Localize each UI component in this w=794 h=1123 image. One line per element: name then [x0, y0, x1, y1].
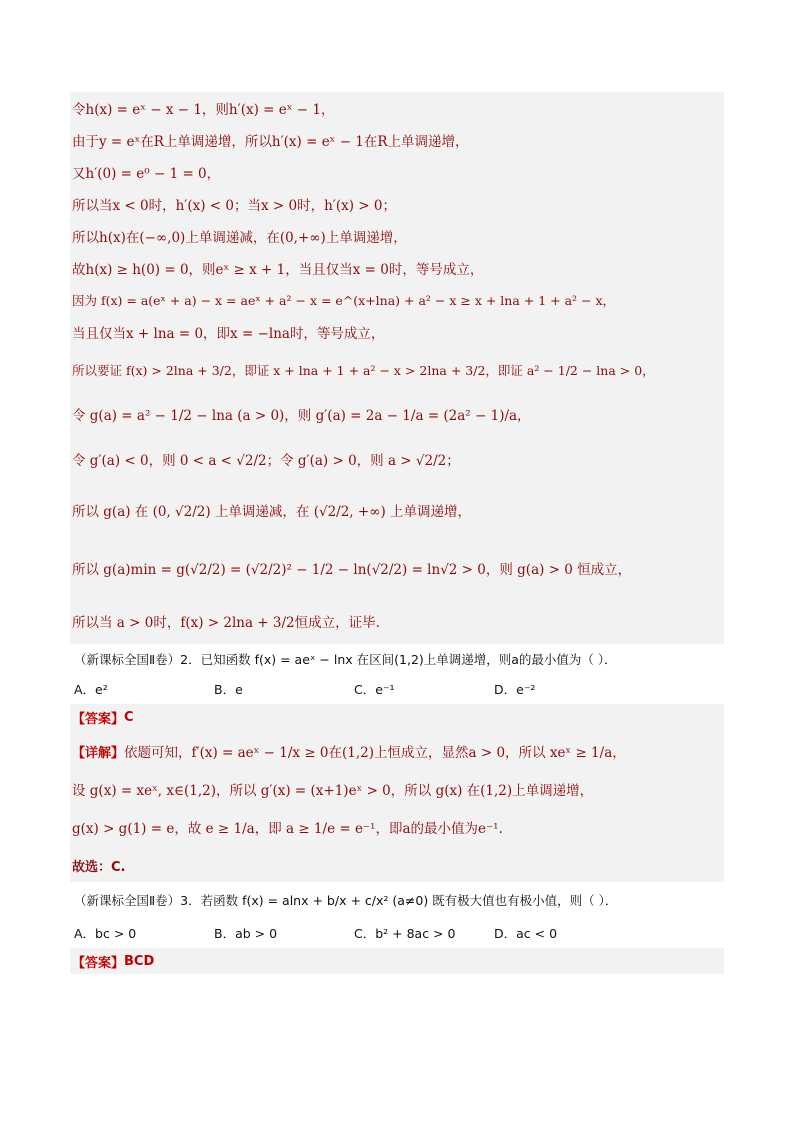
answer-value: C [124, 709, 134, 725]
option-b: B．e [214, 682, 243, 697]
solution-line: 所以h(x)在(−∞,0)上单调递减，在(0,+∞)上单调递增， [72, 230, 407, 246]
solution-line: 故h(x) ≥ h(0) = 0，则eˣ ≥ x + 1，当且仅当x = 0时，等号成立， [72, 262, 484, 278]
option-a: A．e² [74, 682, 108, 697]
detail-line: g(x) > g(1) = e，故 e ≥ 1/a，即 a ≥ 1/e = e⁻¹，即a的最小值为e⁻¹. [72, 821, 503, 837]
question-3-answer-block [70, 948, 724, 974]
option-c: C．e⁻¹ [354, 682, 395, 697]
conclusion-line: 故选：C. [72, 859, 126, 875]
answer-tag: 【答案】 [72, 955, 125, 971]
solution-line: 令 g′(a) < 0，则 0 < a < √2/2；令 g′(a) > 0，则 a > √2/2； [72, 453, 460, 469]
solution-line: 当且仅当x + lna = 0，即x = −lna时，等号成立， [72, 326, 385, 342]
solution-block [70, 92, 724, 644]
document-content [70, 92, 724, 974]
solution-line: 令h(x) = eˣ − x − 1，则h′(x) = eˣ − 1， [72, 102, 335, 118]
solution-line: 所以 g(a) 在 (0, √2/2) 上单调递减，在 (√2/2, +∞) 上单调递增， [72, 504, 472, 520]
answer-tag: 【答案】 [72, 711, 125, 727]
question-3-stem: （新课标全国Ⅱ卷）3．若函数 f(x) = alnx + b/x + c/x² (a≠0) 既有极大值也有极小值，则（ ）． [74, 893, 618, 908]
option-c: C．b² + 8ac > 0 [354, 926, 456, 941]
solution-line: 因为 f(x) = a(eˣ + a) − x = aeˣ + a² − x = e^(x+lna) + a² − x ≥ x + lna + 1 + a² − x， [72, 293, 616, 308]
answer-line [70, 704, 724, 730]
answer-value: BCD [124, 953, 155, 969]
solution-line: 由于y = eˣ在R上单调递增，所以h′(x) = eˣ − 1在R上单调递增， [72, 134, 469, 150]
question-2-answer-block [70, 704, 724, 882]
option-d: D．ac < 0 [494, 926, 558, 941]
solution-line: 所以当x < 0时，h′(x) < 0；当x > 0时，h′(x) > 0； [72, 198, 396, 214]
question-2-stem: （新课标全国Ⅱ卷）2．已知函数 f(x) = aeˣ − lnx 在区间(1,2)上单调递增，则a的最小值为（ ）． [74, 652, 617, 667]
detail-tag: 【详解】 [72, 745, 125, 761]
question-3-options [70, 918, 724, 948]
option-d: D．e⁻² [494, 682, 536, 697]
solution-line: 所以当 a > 0时，f(x) > 2lna + 3/2恒成立，证毕. [72, 615, 380, 631]
solution-line: 所以要证 f(x) > 2lna + 3/2，即证 x + lna + 1 + a² − x > 2lna + 3/2，即证 a² − 1/2 − lna > 0， [72, 363, 655, 378]
option-b: B．ab > 0 [214, 926, 278, 941]
detail-line: 设 g(x) = xeˣ, x∈(1,2)，所以 g′(x) = (x+1)eˣ > 0，所以 g(x) 在(1,2)上单调递增， [72, 783, 594, 799]
solution-line: 又h′(0) = e⁰ − 1 = 0， [72, 166, 221, 182]
detail-text: 依题可知，f′(x) = aeˣ − 1/x ≥ 0在(1,2)上恒成立，显然a > 0，所以 xeˣ ≥ 1/a， [124, 745, 626, 761]
option-a: A．bc > 0 [74, 926, 137, 941]
solution-line: 令 g(a) = a² − 1/2 − lna (a > 0)，则 g′(a) = 2a − 1/a = (2a² − 1)/a， [72, 408, 531, 424]
answer-line [70, 948, 724, 974]
solution-line: 所以 g(a)min = g(√2/2) = (√2/2)² − 1/2 − ln(√2/2) = ln√2 > 0，则 g(a) > 0 恒成立， [72, 562, 632, 578]
detail-line [70, 730, 724, 772]
question-2-options [70, 674, 724, 704]
